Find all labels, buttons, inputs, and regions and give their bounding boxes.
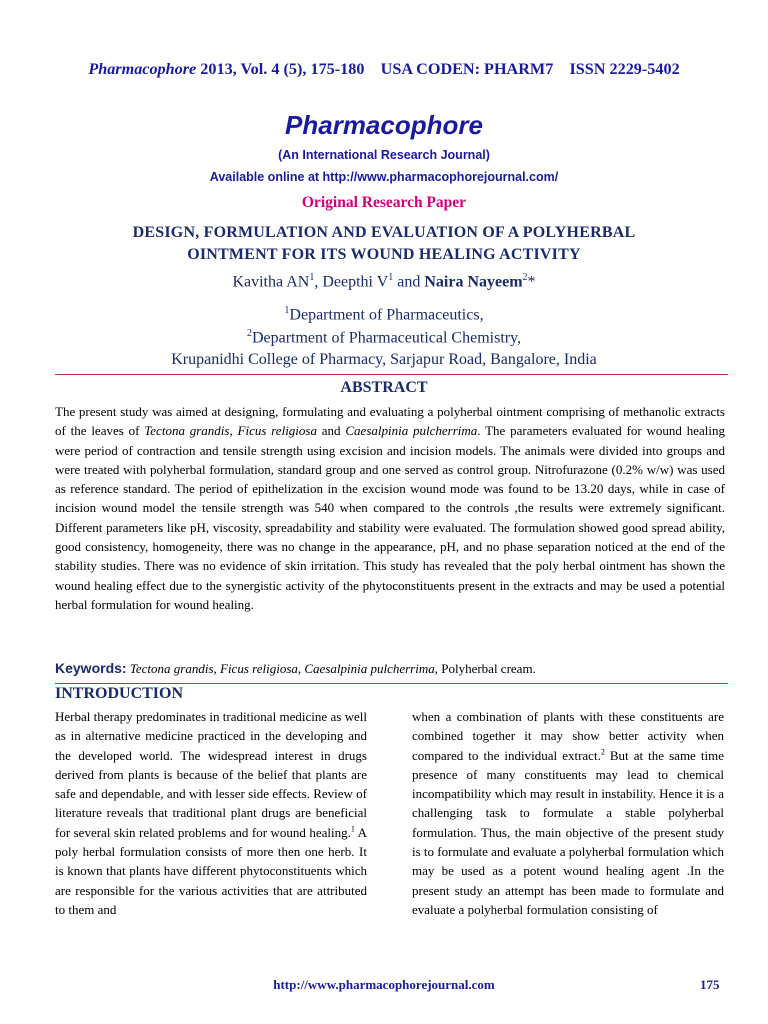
- introduction-heading: INTRODUCTION: [55, 685, 184, 702]
- journal-title: Pharmacophore: [285, 110, 483, 140]
- keywords-label: Keywords:: [55, 660, 127, 676]
- paragraph-text: A poly herbal formulation consists of more then one herb. It is known that plants have different phytoconstituents which are responsible for the various activities that are attributed to them and: [55, 824, 368, 917]
- abstract-text: and: [316, 423, 346, 439]
- paper-title-line-2: OINTMENT FOR ITS WOUND HEALING ACTIVITY: [187, 246, 581, 263]
- affiliation-2-text: Department of Pharmaceutical Chemistry,: [251, 329, 522, 347]
- affiliation-1-text: Department of Pharmaceutics,: [289, 306, 484, 324]
- author-2: Deepthi V: [322, 273, 389, 291]
- citation-ref: 1: [350, 824, 355, 834]
- author-1-affil: 1: [309, 272, 315, 283]
- journal-online-link[interactable]: Available online at http://www.pharmacophorejournal.com/: [209, 170, 559, 184]
- paper-type: Original Research Paper: [301, 194, 467, 211]
- abstract-text: . The parameters evaluated for wound healing were period of contraction and tensile strength using excision and incision models. The animals were divided into groups and were treated with polyherbal formulation, standard group and one served as control group. Nitrofurazone (0.2% w/w) was used as reference standard. The period of epithelization in the excision wound mode was found to be 13.20 days, while in case of incision wound model the tensile strength was 540 when compared to the controls ,the results were extremely significant. Different parameters like pH, viscosity, spreadability and stability were evaluated. The formulation showed good spread ability, good consistency, homogeneity, there was no change in the appearance, pH, and no phase separation noticed at the end of the stability studies. There was no evidence of skin irritation. This study has revealed that the poly herbal ointment has shown the wound healing effect due to the synergistic activity of the phytoconstituents present in the extracts and may be used a potential herbal formulation for wound healing.: [55, 423, 725, 612]
- introduction-left-column: [55, 707, 367, 919]
- page-number: 175: [700, 977, 720, 992]
- header-issn: ISSN 2229-5402: [569, 60, 680, 78]
- paper-title: [0, 222, 768, 266]
- affiliation-1-number: 1: [284, 305, 290, 316]
- divider-bottom: [55, 683, 728, 684]
- species-name: Caesalpinia pulcherrima: [345, 423, 478, 439]
- abstract-body: [55, 402, 725, 614]
- paragraph-text: when a combination of plants with these constituents are combined together it may show better activity when compared to the individual extract.: [412, 709, 724, 763]
- citation-header: [0, 60, 768, 79]
- species-name: Tectona grandis: [144, 423, 230, 439]
- species-name: Ficus religiosa: [237, 423, 317, 439]
- corresponding-mark: *: [527, 273, 536, 291]
- header-coden: USA CODEN: PHARM7: [380, 60, 554, 78]
- abstract-text: ,: [229, 423, 238, 439]
- author-separator: and: [393, 273, 425, 291]
- affiliation-2-number: 2: [246, 328, 252, 339]
- keywords: [55, 660, 725, 677]
- keyword: Tectona grandis: [129, 661, 214, 676]
- keyword: Caesalpinia pulcherrima: [304, 661, 435, 676]
- keyword: , Polyherbal cream.: [434, 661, 536, 676]
- keyword: Ficus religiosa: [220, 661, 298, 676]
- citation-ref: 2: [600, 747, 605, 757]
- journal-subtitle: (An International Research Journal): [278, 148, 490, 162]
- paper-title-line-1: DESIGN, FORMULATION AND EVALUATION OF A POLYHERBAL: [132, 224, 636, 241]
- affiliation-1: [0, 305, 768, 324]
- affiliation-institution: Krupanidhi College of Pharmacy, Sarjapur Road, Bangalore, India: [171, 351, 597, 368]
- affiliation-2: [0, 328, 768, 347]
- authors: [0, 272, 768, 291]
- author-separator: ,: [314, 273, 323, 291]
- author-3: Naira Nayeem: [424, 273, 523, 291]
- divider-top: [55, 374, 728, 375]
- footer-url-link[interactable]: http://www.pharmacophorejournal.com: [273, 977, 495, 992]
- introduction-right-column: [412, 707, 724, 919]
- abstract-text: The present study was aimed at designing, formulating and evaluating a polyherbal ointment comprising of methanolic extracts of the leaves of: [55, 404, 725, 439]
- keyword-separator: ,: [297, 661, 305, 676]
- keyword-separator: ,: [213, 661, 220, 676]
- author-1: Kavitha AN: [232, 273, 310, 291]
- header-citation: 2013, Vol. 4 (5), 175-180: [196, 60, 365, 78]
- header-journal-name: Pharmacophore: [88, 60, 197, 78]
- abstract-heading: ABSTRACT: [340, 379, 428, 396]
- paragraph-text: Herbal therapy predominates in traditional medicine as well as in alternative medicine practiced in the developing and the developed world. The widespread interest in drugs derived from plants is because of the belief that plants are safe and dependable, and with lesser side effects. Review of literature reveals that traditional plant drugs are beneficial for several skin related problems and for wound healing.: [55, 709, 368, 840]
- paragraph-text: But at the same time presence of many constituents may lead to chemical incompatibility which may result in instability. Hence it is a challenging task to formulate a stable polyherbal formulation. Thus, the main objective of the present study is to formulate and evaluate a polyherbal formulation which may be used as a potent wound healing agent .In the present study an attempt has been made to formulate and evaluate a polyherbal formulation consisting of: [412, 747, 724, 917]
- author-2-affil: 1: [388, 272, 394, 283]
- author-3-affil: 2: [522, 272, 528, 283]
